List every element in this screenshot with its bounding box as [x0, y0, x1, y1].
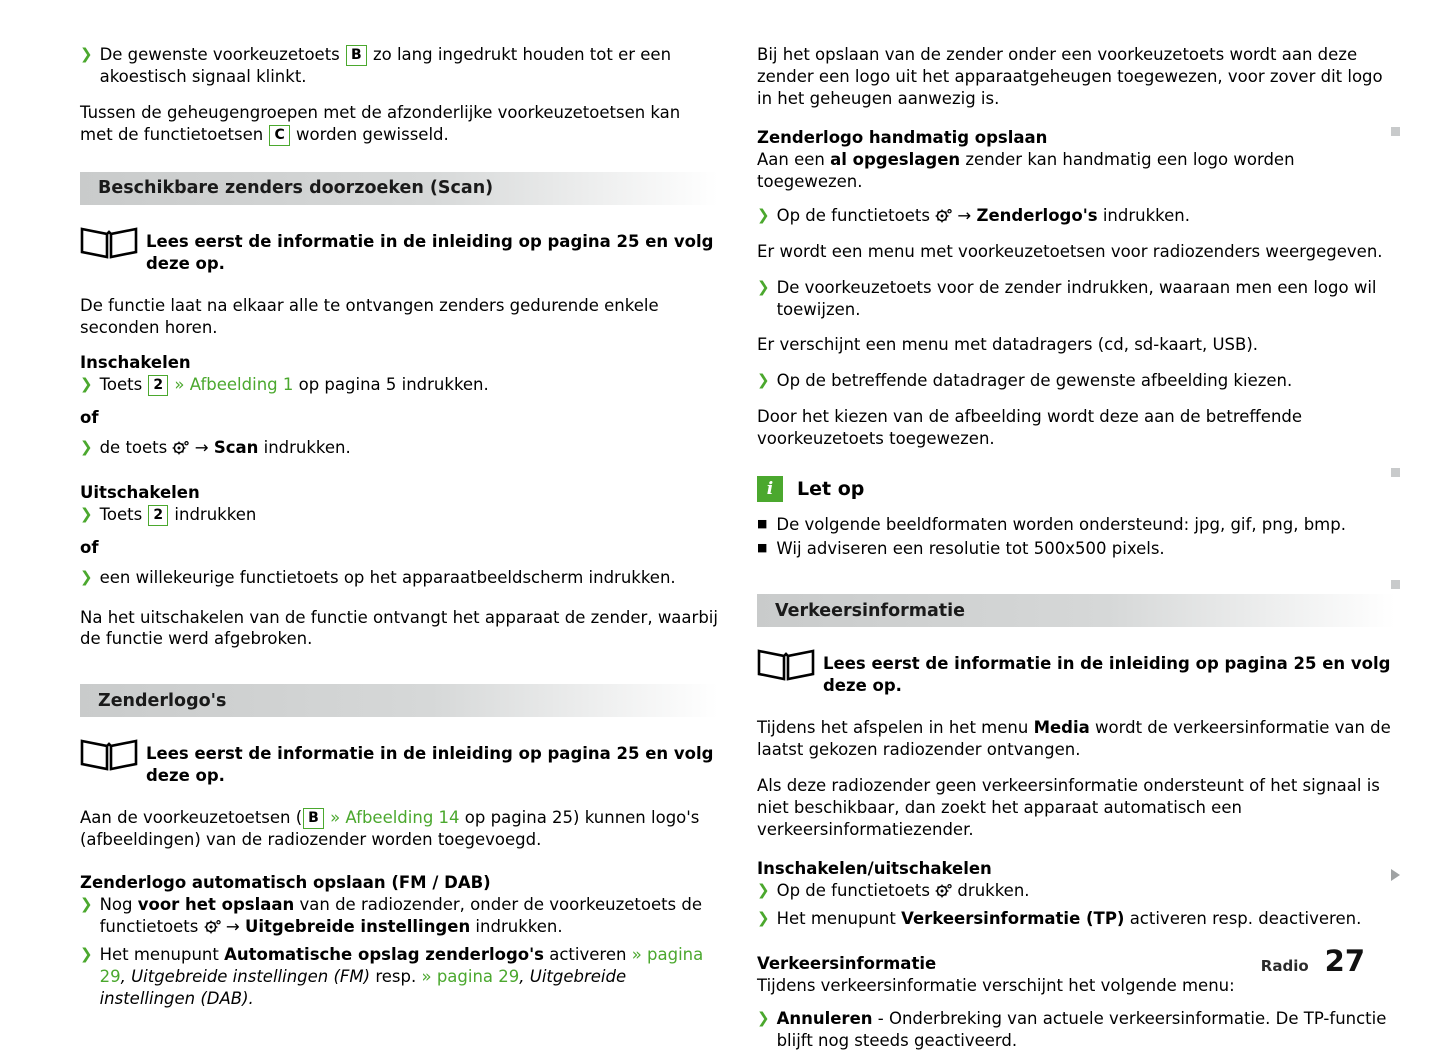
list-item: [757, 277, 1395, 321]
list-item-text: Wij adviseren een resolutie tot 500x500 pixels.: [776, 539, 1165, 559]
subheading: Uitschakelen: [80, 482, 200, 502]
read-first-note: [80, 733, 718, 787]
section-header-scan: [80, 172, 718, 205]
note-text: Lees eerst de informatie in de inleiding op pagina 25 en volg deze op.: [146, 231, 714, 273]
list-item: [757, 880, 1395, 902]
paragraph: Er wordt een menu met voorkeuzetoetsen voor radiozenders weergegeven.: [757, 241, 1383, 261]
chevron-right-icon: ❯: [80, 504, 93, 523]
subheading: Inschakelen/uitschakelen: [757, 858, 992, 878]
alternative-label: of: [80, 407, 99, 427]
note-text: Lees eerst de informatie in de inleiding op pagina 25 en volg deze op.: [823, 654, 1391, 695]
gear-icon: [172, 441, 189, 455]
paragraph: Bij het opslaan van de zender onder een voorkeuzetoets wordt aan deze zender een logo uit het apparaatgeheugen toegewezen, voor zover dit logo in het geheugen aanwezig is.: [757, 45, 1383, 108]
list-item-text: Nog voor het opslaan van de radiozender, onder de voorkeuzetoets de functietoets → Uitgebreide instellingen indrukken.: [99, 895, 703, 937]
chevron-right-icon: ❯: [757, 277, 770, 296]
key-badge: 2: [148, 375, 168, 396]
list-item: [757, 205, 1395, 227]
subheading: Verkeersinformatie: [757, 953, 937, 973]
book-icon: [757, 643, 815, 685]
list-item: [757, 370, 1395, 392]
info-icon: i: [757, 476, 783, 502]
list-item: [80, 567, 718, 589]
list-item-text: Op de betreffende datadrager de gewenste afbeelding kiezen.: [776, 371, 1293, 391]
subheading: Zenderlogo automatisch opslaan (FM / DAB): [80, 873, 491, 893]
list-item: [80, 944, 718, 1010]
list-item-text: Annuleren - Onderbreking van actuele verkeersinformatie. De TP-functie blijft nog steeds geactiveerd.: [776, 1009, 1387, 1051]
read-first-note: [80, 221, 718, 275]
book-icon: [80, 221, 138, 263]
paragraph: Tussen de geheugengroepen met de afzonderlijke voorkeuzetoetsen kan met de functietoetsen C worden gewisseld.: [80, 102, 681, 144]
chevron-right-icon: ❯: [757, 371, 770, 390]
section-title: Zenderlogo's: [98, 690, 227, 711]
key-badge: B: [303, 808, 324, 829]
list-item: [757, 1008, 1395, 1052]
paragraph: Tijdens verkeersinformatie verschijnt het volgende menu:: [757, 975, 1235, 995]
page-footer: [1261, 944, 1365, 978]
gear-icon: [204, 920, 221, 934]
read-first-note: [757, 643, 1395, 697]
chevron-right-icon: ❯: [80, 437, 93, 456]
key-badge: B: [346, 45, 367, 66]
square-bullet-icon: ■: [757, 541, 768, 555]
section-title: Verkeersinformatie: [775, 600, 966, 621]
page-number: 27: [1324, 944, 1365, 978]
paragraph: Tijdens het afspelen in het menu Media wordt de verkeersinformatie van de laatst gekozen radiozender ontvangen.: [757, 717, 1391, 759]
chevron-right-icon: ❯: [757, 880, 770, 899]
chevron-right-icon: ❯: [80, 374, 93, 393]
alternative-label: of: [80, 537, 99, 557]
note-header: [757, 476, 1395, 502]
section-header-traffic: [757, 594, 1395, 627]
gear-icon: [935, 884, 952, 898]
cross-reference-link[interactable]: » Afbeelding 14: [330, 808, 460, 828]
square-bullet-icon: ■: [757, 517, 768, 531]
section-header-logos: [80, 684, 718, 717]
list-item-text: een willekeurige functietoets op het apparaatbeeldscherm indrukken.: [99, 567, 676, 587]
paragraph: De functie laat na elkaar alle te ontvangen zenders gedurende enkele seconden horen.: [80, 295, 659, 337]
list-item-text: Het menupunt Automatische opslag zenderlogo's activeren » pagina 29, Uitgebreide instellingen (FM) resp. » pagina 29, Uitgebreide instellingen (DAB).: [99, 945, 704, 1008]
note-title: Let op: [797, 478, 865, 501]
list-item-text: De gewenste voorkeuzetoets B zo lang ingedrukt houden tot er een akoestisch signaal klinkt.: [99, 45, 672, 86]
paragraph: Er verschijnt een menu met datadragers (cd, sd-kaart, USB).: [757, 335, 1259, 355]
list-item-text: De volgende beeldformaten worden ondersteund: jpg, gif, png, bmp.: [776, 515, 1346, 535]
right-column: [757, 44, 1395, 1058]
section-title: Beschikbare zenders doorzoeken (Scan): [98, 178, 494, 199]
list-item-text: Op de functietoets drukken.: [776, 880, 1030, 900]
footer-chapter: Radio: [1260, 957, 1309, 975]
subheading: Zenderlogo handmatig opslaan: [757, 127, 1048, 147]
paragraph: Door het kiezen van de afbeelding wordt deze aan de betreffende voorkeuzetoets toegewezen.: [757, 407, 1303, 449]
chevron-right-icon: ❯: [80, 895, 93, 914]
chevron-right-icon: ❯: [757, 1009, 770, 1028]
margin-mark: [1391, 468, 1400, 477]
list-item-text: de toets → Scan indrukken.: [99, 437, 351, 457]
gear-icon: [935, 209, 952, 223]
chevron-right-icon: ❯: [80, 45, 93, 63]
cross-reference-link[interactable]: » pagina 29: [421, 967, 520, 986]
list-item-text: De voorkeuzetoets voor de zender indrukken, waaraan men een logo wil toewijzen.: [776, 277, 1377, 319]
list-item: [80, 44, 718, 88]
note-text: Lees eerst de informatie in de inleiding op pagina 25 en volg deze op.: [146, 744, 714, 786]
list-item: [757, 908, 1395, 930]
key-badge: C: [269, 125, 289, 146]
paragraph: Als deze radiozender geen verkeersinformatie ondersteunt of het signaal is niet beschikbaar, dan zoekt het apparaat automatisch een verkeersinformatiezender.: [757, 775, 1380, 839]
chevron-right-icon: ❯: [80, 945, 93, 964]
book-icon: [80, 733, 138, 775]
chevron-right-icon: ❯: [757, 908, 770, 927]
cross-reference-link[interactable]: » pagina 29: [99, 945, 704, 986]
list-item-text: Toets 2 » Afbeelding 1 op pagina 5 indrukken.: [99, 374, 489, 394]
chevron-right-icon: ❯: [80, 567, 93, 586]
paragraph: Aan de voorkeuzetoetsen ( B » Afbeelding 14 op pagina 25) kunnen logo's (afbeeldingen) van de radiozender worden toegevoegd.: [80, 808, 700, 850]
paragraph: Na het uitschakelen van de functie ontvangt het apparaat de zender, waarbij de functie werd afgebroken.: [80, 607, 718, 649]
chevron-right-icon: ❯: [757, 205, 770, 224]
list-item: [80, 504, 718, 526]
list-item-text: Toets 2 indrukken: [99, 504, 257, 524]
list-item: [757, 538, 1395, 560]
continuation-arrow-icon: [1391, 869, 1400, 881]
list-item: [80, 374, 718, 396]
paragraph: Aan een al opgeslagen zender kan handmatig een logo worden toegewezen.: [757, 149, 1295, 191]
list-item: [757, 514, 1395, 536]
cross-reference-link[interactable]: » Afbeelding 1: [174, 374, 294, 394]
margin-mark: [1391, 127, 1400, 136]
subheading: Inschakelen: [80, 352, 191, 372]
left-column: [80, 44, 718, 1016]
key-badge: 2: [148, 505, 168, 526]
list-item-text: Het menupunt Verkeersinformatie (TP) activeren resp. deactiveren.: [776, 908, 1362, 928]
list-item-text: Op de functietoets → Zenderlogo's indrukken.: [776, 205, 1190, 225]
list-item: [80, 894, 718, 938]
margin-mark: [1391, 580, 1400, 589]
list-item: [80, 437, 718, 459]
